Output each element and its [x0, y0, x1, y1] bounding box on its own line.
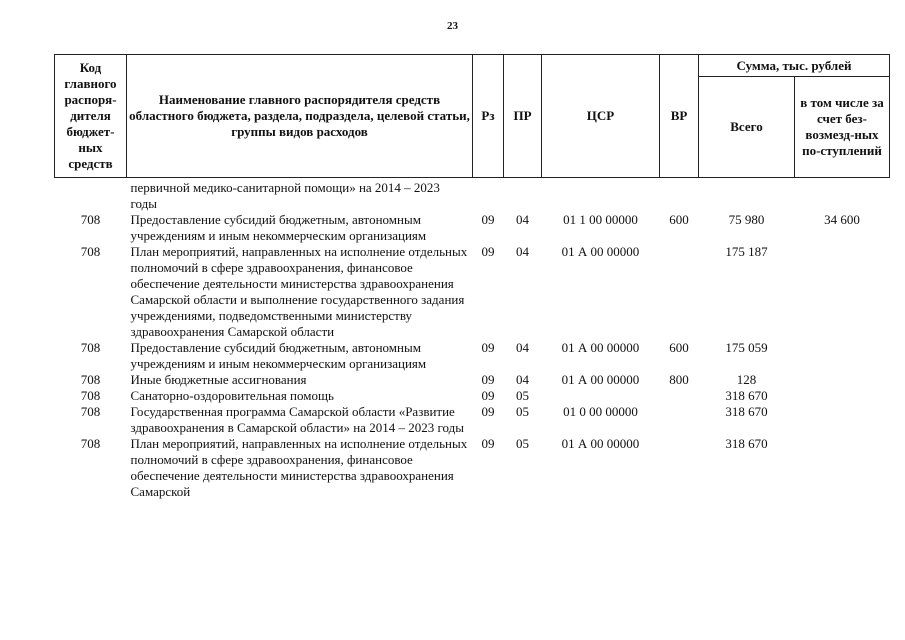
- cell-gratis: [795, 388, 890, 404]
- cell-pr: [504, 178, 542, 213]
- cell-pr: 04: [516, 372, 529, 387]
- cell-rz: 09: [481, 404, 495, 419]
- cell-name: Иные бюджетные ассигнования: [130, 372, 307, 387]
- header-vr: ВР: [660, 55, 699, 178]
- cell-total: 75 980: [728, 212, 765, 227]
- cell-rz: 09: [481, 244, 495, 259]
- header-pr: ПР: [504, 55, 542, 178]
- cell-code: 708: [80, 212, 101, 227]
- header-csr: ЦСР: [542, 55, 660, 178]
- table-row: [55, 178, 890, 213]
- cell-gratis: [795, 436, 890, 500]
- cell-vr: [660, 388, 699, 404]
- table-row: [55, 388, 890, 404]
- cell-code: 708: [80, 340, 101, 355]
- cell-rz: 09: [481, 212, 495, 227]
- table-row: [55, 404, 890, 436]
- cell-rz: 09: [481, 436, 495, 451]
- cell-name: Предоставление субсидий бюджетным, автономным учреждениям и иным некоммерческим организациям: [130, 340, 427, 371]
- cell-name: Государственная программа Самарской области «Развитие здравоохранения в Самарской области» на 2014 – 2023 годы: [130, 404, 464, 435]
- table-row: [55, 436, 890, 500]
- cell-total: 318 670: [725, 388, 768, 403]
- cell-pr: 05: [516, 404, 529, 419]
- cell-csr: [542, 388, 660, 404]
- table-row: [55, 340, 890, 372]
- cell-vr: 600: [669, 212, 689, 227]
- cell-gratis: [795, 244, 890, 340]
- cell-gratis: [795, 372, 890, 388]
- cell-vr: 600: [669, 340, 689, 355]
- cell-code: 708: [80, 244, 101, 259]
- header-gratis: в том числе за счет без-возмезд-ных по-ступлений: [795, 77, 890, 178]
- cell-csr: 01 0 00 00000: [563, 404, 638, 419]
- header-sum: Сумма, тыс. рублей: [699, 55, 890, 77]
- cell-total: 318 670: [725, 404, 768, 419]
- table-row: [55, 244, 890, 340]
- cell-pr: 05: [516, 388, 529, 403]
- table-row: [55, 212, 890, 244]
- cell-name: первичной медико-санитарной помощи» на 2014 – 2023 годы: [130, 180, 440, 211]
- cell-gratis: [795, 178, 890, 213]
- header-name: Наименование главного распорядителя средств областного бюджета, раздела, подраздела, целевой статьи, группы видов расходов: [127, 55, 473, 178]
- budget-table: [54, 54, 890, 500]
- header-code: Код главного распоря-дителя бюджет-ных средств: [55, 55, 127, 178]
- cell-csr: 01 А 00 00000: [561, 244, 640, 259]
- cell-gratis: [795, 340, 890, 372]
- cell-name: План мероприятий, направленных на исполнение отдельных полномочий в сфере здравоохранения, финансовое обеспечение деятельности министерства здравоохранения Самарской области и выполнение государственного задания учреждениями, подведомственными министерству здравоохранения Самарской области: [130, 244, 468, 339]
- cell-code: [55, 178, 127, 213]
- cell-csr: [542, 178, 660, 213]
- cell-gratis: 34 600: [824, 212, 860, 227]
- cell-pr: 04: [516, 212, 529, 227]
- cell-pr: 04: [516, 244, 529, 259]
- cell-csr: 01 А 00 00000: [561, 436, 640, 451]
- cell-csr: 01 А 00 00000: [561, 340, 640, 355]
- cell-name: Санаторно-оздоровительная помощь: [130, 388, 334, 403]
- cell-total: 175 059: [725, 340, 768, 355]
- cell-total: [699, 178, 795, 213]
- cell-gratis: [795, 404, 890, 436]
- table-header: [55, 55, 890, 178]
- cell-code: 708: [80, 404, 101, 419]
- cell-vr: [660, 244, 699, 340]
- cell-name: Предоставление субсидий бюджетным, автономным учреждениям и иным некоммерческим организациям: [130, 212, 427, 243]
- cell-vr: [660, 404, 699, 436]
- cell-total: 128: [736, 372, 757, 387]
- cell-pr: 04: [516, 340, 529, 355]
- cell-total: 175 187: [725, 244, 768, 259]
- cell-vr: 800: [669, 372, 689, 387]
- header-total: Всего: [699, 77, 795, 178]
- page-number: 23: [447, 20, 458, 32]
- table-row: [55, 372, 890, 388]
- cell-csr: 01 1 00 00000: [563, 212, 638, 227]
- cell-vr: [660, 178, 699, 213]
- cell-csr: 01 А 00 00000: [561, 372, 640, 387]
- cell-rz: 09: [481, 388, 495, 403]
- cell-rz: 09: [481, 340, 495, 355]
- cell-code: 708: [80, 436, 101, 451]
- cell-vr: [660, 436, 699, 500]
- cell-total: 318 670: [725, 436, 768, 451]
- cell-rz: 09: [481, 372, 495, 387]
- cell-name: План мероприятий, направленных на исполнение отдельных полномочий в сфере здравоохранения, финансовое обеспечение деятельности министерства здравоохранения Самарской: [130, 436, 468, 499]
- cell-code: 708: [80, 372, 101, 387]
- cell-rz: [473, 178, 504, 213]
- cell-pr: 05: [516, 436, 529, 451]
- header-rz: Рз: [473, 55, 504, 178]
- cell-code: 708: [80, 388, 101, 403]
